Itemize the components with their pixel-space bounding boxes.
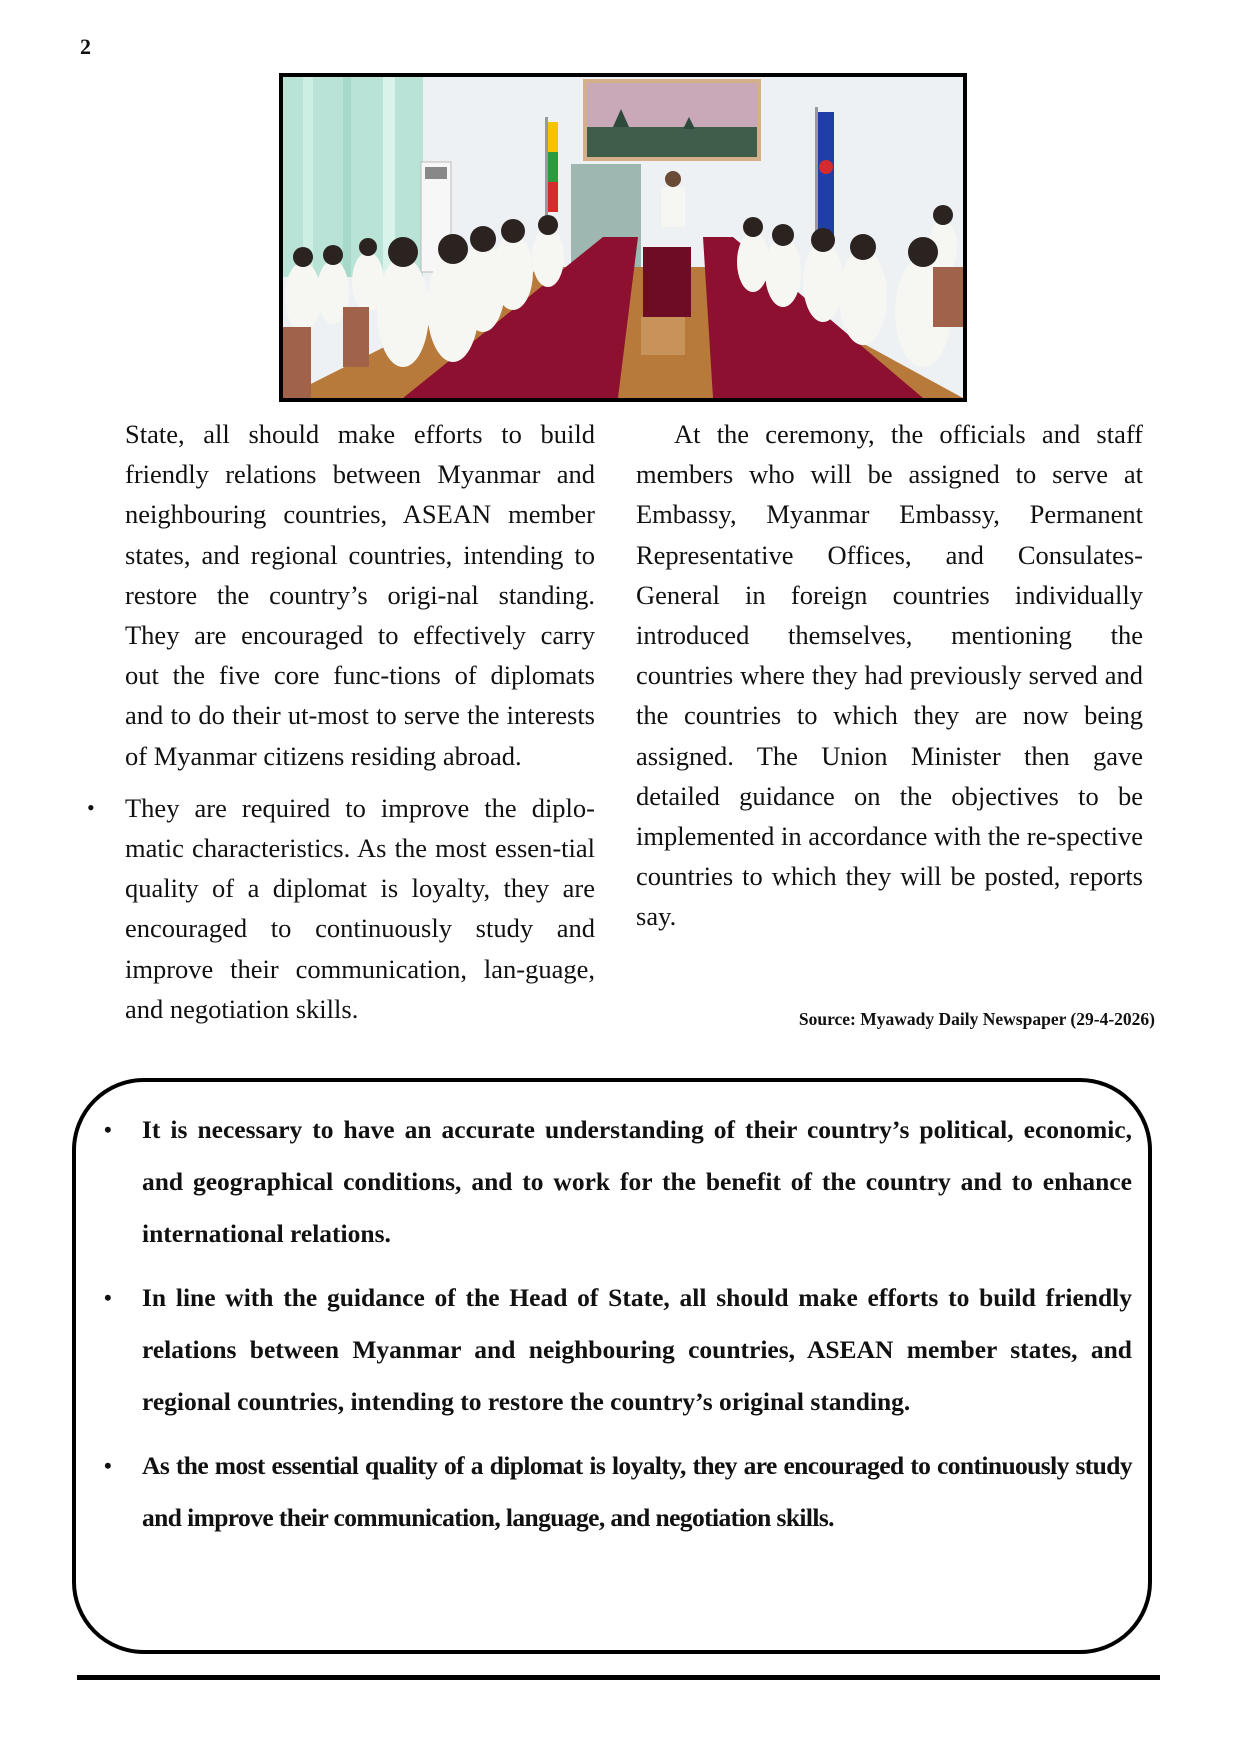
key-point-text: As the most essential quality of a diplomat is loyalty, they are encouraged to continuously study and improve their communication, language, and negotiation skills. [142, 1451, 1132, 1532]
bullet-icon: • [104, 1453, 112, 1478]
body-bullet-text: They are required to improve the diplo-matic characteristics. As the most essen-tial quality of a diplomat is loyalty, they are encouraged to continuously study and improve their communication, lan-guage, and negotiation skills. [125, 792, 595, 1024]
body-paragraph-ceremony: At the ceremony, the officials and staff members who will be assigned to serve at Embassy, Myanmar Embassy, Permanent Representative Offices, and Consulates-General in foreign countries individually introduced themselves, mentioning the countries where they had previously served and the countries to which they are now being assigned. The Union Minister then gave detailed guidance on the objectives to be implemented in accordance with the re-spective countries to which they will be posted, reports say. [636, 419, 1143, 932]
key-point-text: In line with the guidance of the Head of State, all should make efforts to build friendly relations between Myanmar and neighbouring countries, ASEAN member states, and regional countries, intending to restore the country’s original standing. [142, 1283, 1132, 1416]
body-paragraph-continuation: State, all should make efforts to build friendly relations between Myanmar and neighbouring countries, ASEAN member states, and regional countries, intending to restore the country’s origi-nal standing. They are encouraged to effectively carry out the five core func-tions of diplomats and to do their ut-most to serve the interests of Myanmar citizens residing abroad. [125, 419, 595, 771]
bullet-icon: • [104, 1285, 112, 1310]
meeting-photo [279, 73, 967, 402]
body-bullet-item [87, 788, 595, 1029]
key-points-box [72, 1078, 1152, 1654]
key-point-item [104, 1272, 1132, 1428]
right-column [636, 414, 1143, 937]
page-number: 2 [80, 34, 91, 59]
source-credit: Source: Myawady Daily Newspaper (29-4-2026) [798, 1009, 1155, 1029]
key-point-item [104, 1440, 1132, 1544]
meeting-photo-illustration [283, 77, 963, 398]
bullet-icon: • [87, 794, 95, 820]
bullet-icon: • [104, 1117, 112, 1142]
key-point-item [104, 1104, 1132, 1260]
left-column [87, 414, 595, 1029]
footer-rule [77, 1675, 1160, 1680]
key-points-list [104, 1104, 1132, 1556]
key-point-text: It is necessary to have an accurate understanding of their country’s political, economic, and geographical conditions, and to work for the benefit of the country and to enhance international relations. [142, 1115, 1132, 1248]
